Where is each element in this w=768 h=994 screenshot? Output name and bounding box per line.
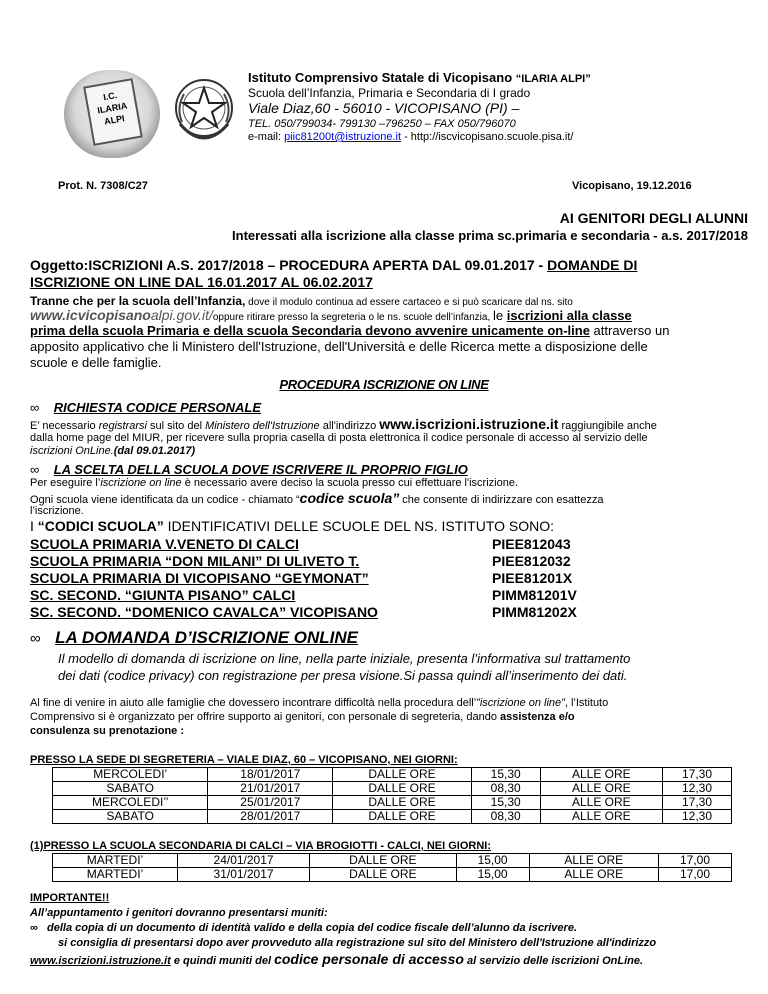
subject-line2: ISCRIZIONE ON LINE DAL 16.01.2017 AL 06.02.2017 xyxy=(30,274,373,290)
section2-line2: Ogni scuola viene identificata da un codice - chiamato “codice scuola” che consente di indirizzare con esattezza xyxy=(30,490,604,506)
section3-line1: Il modello di domanda di iscrizione on line, nella parte iniziale, presenta l’informativa sul trattamento xyxy=(58,651,631,666)
subject-line1: Oggetto:ISCRIZIONI A.S. 2017/2018 – PROCEDURA APERTA DAL 09.01.2017 - DOMANDE DI xyxy=(30,257,638,273)
section3-heading: ∞ LA DOMANDA D’ISCRIZIONE ONLINE xyxy=(30,628,359,647)
republic-emblem-icon xyxy=(170,74,238,148)
schedule2-table xyxy=(52,853,732,882)
school-logo xyxy=(64,70,160,158)
important-title: IMPORTANTE!! xyxy=(30,892,110,904)
logo-flag: I.C. ILARIA ALPI xyxy=(83,78,143,146)
school-levels: Scuola dell’Infanzia, Primaria e Secondaria di I grado xyxy=(248,86,531,100)
email-link[interactable]: piic81200t@istruzione.it xyxy=(284,131,402,143)
procedure-title: PROCEDURA ISCRIZIONE ON LINE xyxy=(279,377,489,392)
table-row: MARTEDI’ 24/01/2017 DALLE ORE 15,00 ALLE ORE 17,00 xyxy=(53,854,732,868)
place-date: Vicopisano, 19.12.2016 xyxy=(572,180,692,192)
schedule2-title: (1)PRESSO LA SCUOLA SECONDARIA DI CALCI – VIA BROGIOTTI - CALCI, NEI GIORNI: xyxy=(30,840,491,852)
important-line1: All’appuntamento i genitori dovranno presentarsi muniti: xyxy=(30,907,328,919)
section2-line1: Per eseguire l’iscrizione on line è necessario avere deciso la scuola presso cui effettuare l'iscrizione. xyxy=(30,477,519,489)
table-row: MARTEDI’ 31/01/2017 DALLE ORE 15,00 ALLE ORE 17,00 xyxy=(53,868,732,882)
school-code-row: SC. SECOND. “GIUNTA PISANO” CALCI PIMM81201V xyxy=(30,587,577,603)
important-line3: si consiglia di presentarsi dopo aver provveduto alla registrazione sul sito del Ministero dell'Istruzione all'indirizzo xyxy=(58,937,657,949)
schedule1-table xyxy=(52,767,732,824)
intro-line2: www.icvicopisanoalpi.gov.it/oppure ritirare presso la segreteria o le ns. scuole dell’infanzia, le iscrizioni alla classe xyxy=(30,307,632,323)
protocol-number: Prot. N. 7308/C27 xyxy=(58,180,148,192)
assistance-line3: consulenza su prenotazione : xyxy=(30,725,185,737)
table-row: SABATO 28/01/2017 DALLE ORE 08,30 ALLE ORE 12,30 xyxy=(53,810,732,824)
intro-line3: prima della scuola Primaria e della scuola Secondaria devono avvenire unicamente on-line attraverso un xyxy=(30,323,670,338)
table-row: MERCOLEDI’ 18/01/2017 DALLE ORE 15,30 ALLE ORE 17,30 xyxy=(53,768,732,782)
intro-line4: apposito applicativo che li Ministero dell'Istruzione, dell'Università e delle Ricerca mette a disposizione delle xyxy=(30,339,648,354)
bullet-icon: ∞ xyxy=(30,922,38,934)
school-code-row: SCUOLA PRIMARIA “DON MILANI” DI ULIVETO T. PIEE812032 xyxy=(30,553,571,569)
iscrizioni-link[interactable]: www.iscrizioni.istruzione.it xyxy=(30,955,171,967)
section1-line3: iscrizioni OnLine.(dal 09.01.2017) xyxy=(30,445,196,457)
assistance-line2: Comprensivo si è organizzato per offrire supporto ai genitori, con personale di segreteria, dando assistenza e/o xyxy=(30,711,575,723)
section1-heading: ∞ RICHIESTA CODICE PERSONALE xyxy=(30,400,262,415)
important-line4: www.iscrizioni.istruzione.it e quindi muniti del codice personale di accesso al servizio delle iscrizioni OnLine. xyxy=(30,951,644,967)
school-contacts: e-mail: piic81200t@istruzione.it - http://iscvicopisano.scuole.pisa.it/ xyxy=(248,131,574,143)
codes-heading: I “CODICI SCUOLA” IDENTIFICATIVI DELLE SCUOLE DEL NS. ISTITUTO SONO: xyxy=(30,518,555,534)
section1-line2: dalla home page del MIUR, per ricevere sulla propria casella di posta elettronica il codice personale di accesso al servizio delle xyxy=(30,432,648,444)
section2-heading: ∞ LA SCELTA DELLA SCUOLA DOVE ISCRIVERE IL PROPRIO FIGLIO xyxy=(30,462,468,477)
assistance-line1: Al fine di venire in aiuto alle famiglie che dovessero incontrare difficoltà nella procedura dell’”iscrizione on line”, l’Istituto xyxy=(30,697,609,709)
recipients-line2: Interessati alla iscrizione alla classe prima sc.primaria e secondaria - a.s. 2017/2018 xyxy=(232,228,748,243)
intro-line1: Tranne che per la scuola dell’Infanzia, dove il modulo continua ad essere cartaceo e si può scaricare dal ns. sito xyxy=(30,294,573,308)
website-link[interactable]: http://iscvicopisano.scuole.pisa.it/ xyxy=(410,131,574,143)
recipients-line1: AI GENITORI DEGLI ALUNNI xyxy=(559,210,748,226)
bullet-icon: ∞ xyxy=(30,400,40,415)
section3-line2: dei dati (codice privacy) con registrazione per presa visione.Si passa quindi all’inserimento dei dati. xyxy=(58,668,628,683)
school-code-row: SCUOLA PRIMARIA V.VENETO DI CALCI PIEE812043 xyxy=(30,536,571,552)
bullet-icon: ∞ xyxy=(30,630,41,647)
intro-line5: scuole e delle famiglie. xyxy=(30,355,162,370)
school-code-row: SC. SECOND. “DOMENICO CAVALCA” VICOPISANO PIMM81202X xyxy=(30,604,577,620)
school-phones: TEL. 050/799034- 799130 –796250 – FAX 050/796070 xyxy=(248,118,516,130)
school-address: Viale Diaz,60 - 56010 - VICOPISANO (PI) – xyxy=(248,100,520,116)
important-line2: ∞ della copia di un documento di identità valido e della copia del codice fiscale dell’alunno da iscrivere. xyxy=(30,922,577,934)
school-name: Istituto Comprensivo Statale di Vicopisano “ILARIA ALPI” xyxy=(248,70,591,85)
section2-line3: l’iscrizione. xyxy=(30,505,84,517)
iscrizioni-link[interactable]: www.iscrizioni.istruzione.it xyxy=(379,416,559,432)
bullet-icon: ∞ xyxy=(30,462,40,477)
school-code-row: SCUOLA PRIMARIA DI VICOPISANO “GEYMONAT” PIEE81201X xyxy=(30,570,573,586)
section1-line1: E’ necessario registrarsi sul sito del Ministero dell'Istruzione all'indirizzo www.iscrizioni.istruzione.it raggiungibile anche xyxy=(30,416,657,432)
table-row: SABATO 21/01/2017 DALLE ORE 08,30 ALLE ORE 12,30 xyxy=(53,782,732,796)
table-row: MERCOLEDI’’ 25/01/2017 DALLE ORE 15,30 ALLE ORE 17,30 xyxy=(53,796,732,810)
schedule1-title: PRESSO LA SEDE DI SEGRETERIA – VIALE DIAZ, 60 – VICOPISANO, NEI GIORNI: xyxy=(30,754,458,766)
